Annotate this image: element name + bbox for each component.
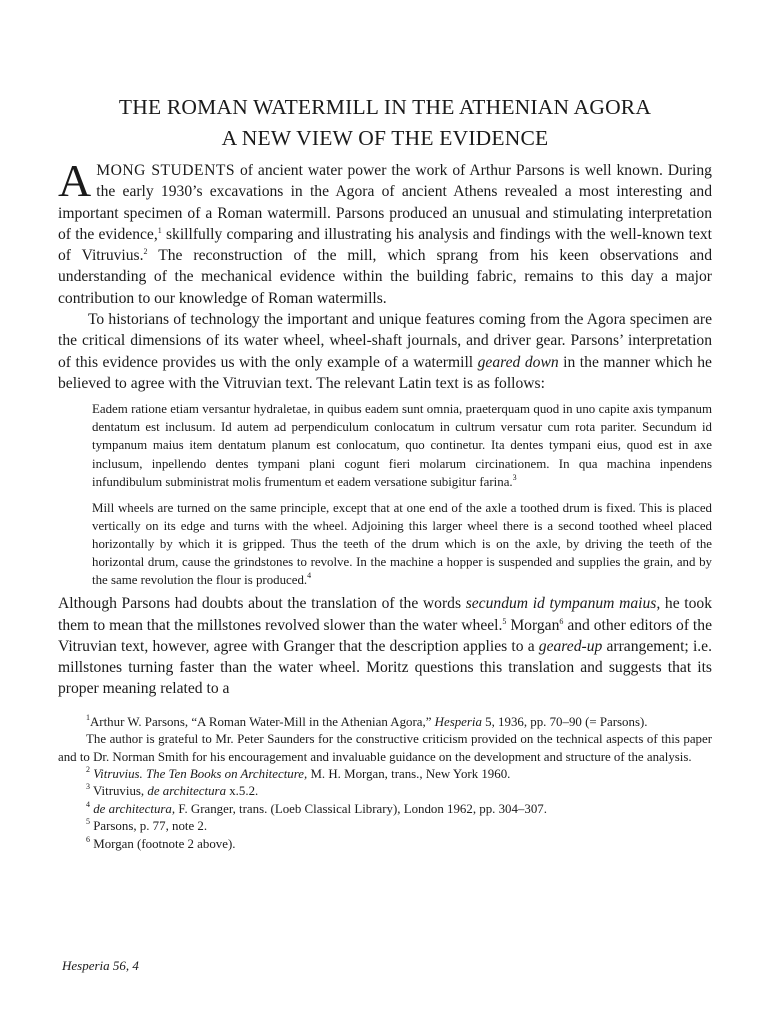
footnote-ref-5: 5 [502,616,507,626]
footnote-2 [58,766,712,783]
paragraph-3-text-c: Morgan [506,616,560,634]
footnote-2-number: 2 [86,764,90,774]
paragraph-2-text-b: in the manner which he believed to agree with the Vitruvian text. The relevant Latin text is as follows: [58,353,712,392]
footnote-1-italic: Hesperia [434,714,482,729]
paragraph-3-italic-a: secundum id tympanum maius, [465,595,661,613]
paragraph-2-text-a: To historians of technology the important and unique features coming from the Agora specimen are the critical dimensions of its water wheel, wheel-shaft journals, and driver gear. Parsons’ interpretation of this evidence provides us with the only example of a watermill [58,311,712,371]
paragraph-1-text-c: The reconstruction of the mill, which sprang from his keen observations and understanding of the mechanical evidence within the building fabric, remains to this day a major contribution to our knowledge of Roman watermills. [58,247,712,307]
footnotes [58,714,712,853]
footnote-3-number: 3 [86,782,90,792]
footnote-2-text: M. H. Morgan, trans., New York 1960. [307,766,511,781]
footnote-ref-1: 1 [157,225,162,235]
paragraph-3-italic-b: geared-up [538,637,603,655]
footnote-3-text: Vitruvius, [93,784,148,799]
footnote-1-number: 1 [86,712,90,722]
paragraph-2-italic: geared down [477,353,559,371]
article-title [58,92,712,154]
footnote-4-italic: de architectura, [93,801,176,816]
paragraph-3-text-d: and other editors of the Vitruvian text, however, agree with Granger that the description applies to a [58,616,712,655]
footnote-5-text: Parsons, p. 77, note 2. [93,819,208,834]
footnote-ref-4: 4 [307,571,312,581]
footnote-1-text-a: Arthur W. Parsons, “A Roman Water-Mill in the Athenian Agora,” [90,714,435,729]
title-line-1: THE ROMAN WATERMILL IN THE ATHENIAN AGORA [118,95,652,119]
paragraph-3-text-e: arrangement; i.e. millstones turning faster than the water wheel. Moritz questions this translation and suggests that its proper meaning related to a [58,637,712,698]
footnote-ref-2: 2 [143,247,148,257]
footnote-3 [58,783,712,800]
footnote-5 [58,818,712,835]
footnote-4-text: F. Granger, trans. (Loeb Classical Library), London 1962, pp. 304–307. [175,801,547,816]
footnote-3-italic: de architectura [147,784,227,799]
footnote-1 [58,714,712,731]
footnote-6-number: 6 [86,834,90,844]
translation-quote-text: Mill wheels are turned on the same principle, except that at one end of the axle a toothed drum is fixed. This is placed vertically on its edge and turns with the wheel. Adjoining this larger wheel there is a second toothed wheel placed horizontally by which it is gripped. Thus the teeth of the drum which is on the axle, by driving the teeth of the horizontal drum, cause the grindstones to revolve. In the machine a hopper is suspended and supplies the grain, and by the same revolution the flour is produced. [92,500,712,588]
footnote-ref-6: 6 [559,616,564,626]
paragraph-2 [58,309,712,394]
footnote-6-text: Morgan (footnote 2 above). [93,836,236,851]
paragraph-3-text-a: Although Parsons had doubts about the translation of the words [58,595,466,613]
footnote-1-text-b: 5, 1936, pp. 70–90 (= Parsons). [481,714,648,729]
paragraph-1-text-a: of ancient water power the work of Arthur Parsons is well known. During the early 1930’s excavations in the Agora of ancient Athens revealed a most interesting and important specimen of a Roman watermill. Parsons produced an unusual and stimulating interpretation of the evidence, [58,162,712,243]
paragraph-3 [58,593,712,699]
footnote-3-text-b: x.5.2. [226,784,259,799]
footnote-ref-3: 3 [512,472,517,482]
acknowledgement: The author is grateful to Mr. Peter Saunders for the constructive criticism provided on the technical aspects of this paper and to Dr. Norman Smith for his encouragement and invaluable guidance on the development and structure of the analysis. [58,732,712,764]
translation-quote [92,499,712,589]
paragraph-1 [58,155,712,309]
footnote-4-number: 4 [86,799,90,809]
paragraph-1-text-b: skillfully comparing and illustrating his analysis and findings with the well-known text of Vitruvius. [58,225,712,265]
title-line-2: A NEW VIEW OF THE EVIDENCE [221,126,549,150]
latin-quote [92,400,712,490]
opening-smallcaps: MONG STUDENTS [96,162,236,179]
journal-reference: Hesperia 56, 4 [62,958,139,973]
paragraph-3-text-b: he took them to mean that the millstones revolved slower than the water wheel. [58,595,712,634]
footnote-5-number: 5 [86,817,90,827]
footnote-4 [58,801,712,818]
latin-quote-text: Eadem ratione etiam versantur hydraletae, in quibus eadem sunt omnia, praeterquam quod in uno capite axis tympanum dentatum est inclusum. Id autem ad perpendiculum conlocatum in cultrum versatur cum rota pariter. Secundum id tympanum maius item dentatum planum est conlocatum, quo continetur. Ita dentes tympani eius, quod est in axe inclusum, inpellendo dentes tympani plani cogunt fieri molarum circinationem. In qua machina inpendens infundibulum subministrat molis frumentum et eadem versatione subigitur farina. [92,402,712,489]
article-page [58,92,712,853]
drop-cap: A [58,155,92,206]
footnote-6 [58,836,712,853]
footnote-2-italic: Vitruvius. The Ten Books on Architecture, [93,766,308,781]
